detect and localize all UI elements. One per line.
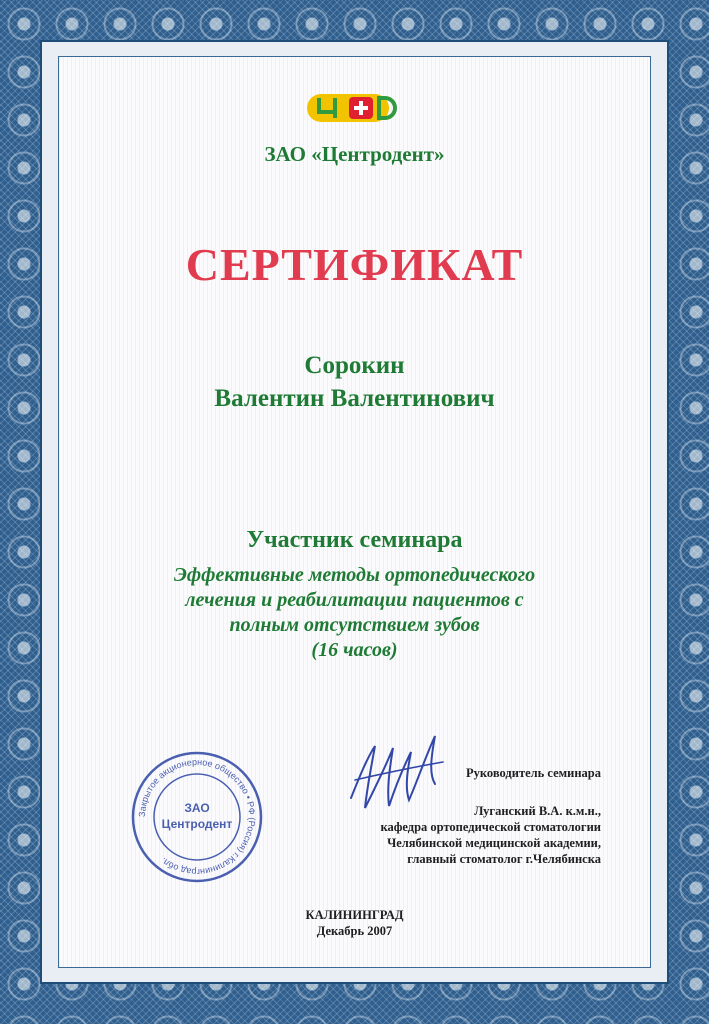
seminar-hours: (16 часов) [311, 639, 398, 661]
participant-role: Участник семинара [246, 527, 463, 553]
seminar-line: Эффективные методы ортопедического [173, 564, 536, 586]
stamp-line1: ЗАО [184, 801, 210, 815]
centrodent-logo [305, 88, 405, 128]
recipient-given-names: Валентин Валентинович [214, 385, 495, 412]
signatory-details [380, 803, 601, 867]
signatory-line: кафедра ортопедической стоматологии [380, 820, 601, 834]
company-name: ЗАО «Центродент» [264, 142, 445, 166]
company-stamp [128, 748, 266, 886]
seminar-title [0, 563, 709, 663]
certificate-title: СЕРТИФИКАТ [185, 239, 524, 290]
seminar-line: полным отсутствием зубов [229, 614, 480, 636]
signatory-line: Луганский В.А. к.м.н., [474, 804, 601, 818]
seminar-line: лечения и реабилитации пациентов с [185, 589, 524, 611]
signatory-line: Челябинской медицинской академии, [387, 836, 601, 850]
recipient-surname: Сорокин [304, 352, 405, 379]
stamp-ring-text: Закрытое акционерное общество • РФ (Россия) г.Калининград обл. [136, 756, 258, 878]
issue-date: Декабрь 2007 [316, 924, 393, 938]
city: КАЛИНИНГРАД [305, 908, 404, 922]
signatory-heading: Руководитель семинара [466, 766, 601, 780]
stamp-line2: Центродент [161, 817, 233, 831]
signatory-line: главный стоматолог г.Челябинска [407, 852, 601, 866]
